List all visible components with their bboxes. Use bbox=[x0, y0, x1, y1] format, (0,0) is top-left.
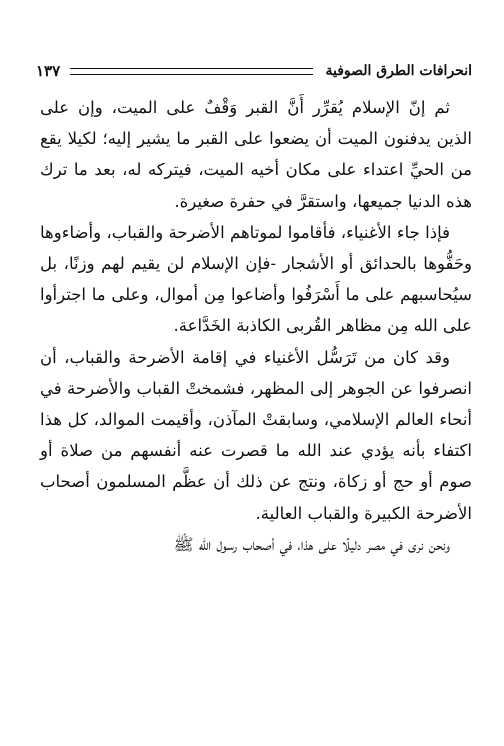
paragraph-2: فإذا جاء الأغنياء، فأقاموا لموتاهم الأضرحة والقباب، وأضاءوها وحَفُّوها بالحدائق أو الأشجار -فإن الإسلام لن يقيم لهم وزنًا، بل سيُحاسبهم على ما أَسْرَفُوا وأضاعوا مِن أموال، وعلى ما اجترأوا على الله مِن مظاهر القُربى الكاذبة الخَدَّاعة. bbox=[40, 222, 472, 336]
running-title: انحرافات الطرق الصوفية bbox=[325, 63, 472, 79]
paragraph-4: ونحن نرى في مصر دليلًا على هذا، في أصحاب رسول الله ﷺ bbox=[173, 534, 450, 554]
page-number: ١٣٧ bbox=[36, 62, 61, 80]
page-header bbox=[36, 58, 472, 84]
header-rule bbox=[70, 68, 313, 75]
body-text bbox=[40, 92, 472, 560]
paragraph-3: وقد كان من تَرَسُّل الأغنياء في إقامة الأضرحة والقباب، أن انصرفوا عن الجوهر إلى المظهر، فشمختْ القباب والأضرحة في أنحاء العالم الإسلامي، وسابقتْ المآذن، وأقيمت الموالد، كل هذا اكتفاء بأنه يؤدي عند الله ما قصرت عنه أنفسهم من صلاة أو صوم أو حج أو زكاة، ونتج عن ذلك أن عظَّم المسلمون أصحاب الأضرحة الكبيرة والقباب العالية. bbox=[40, 347, 472, 523]
paragraph-1: ثم إنّ الإسلام يُقرِّر أَنَّ القبر وَقْفٌ على الميت، وإن على الذين يدفنون الميت أن يضعوا على القبر ما يشير إليه؛ لكيلا يقع من الحيِّ اعتداء على مكان أخيه الميت، فيتركه له، بعد ما ترك هذه الدنيا جميعها، واستقرَّ في حفرة صغيرة. bbox=[40, 98, 472, 211]
